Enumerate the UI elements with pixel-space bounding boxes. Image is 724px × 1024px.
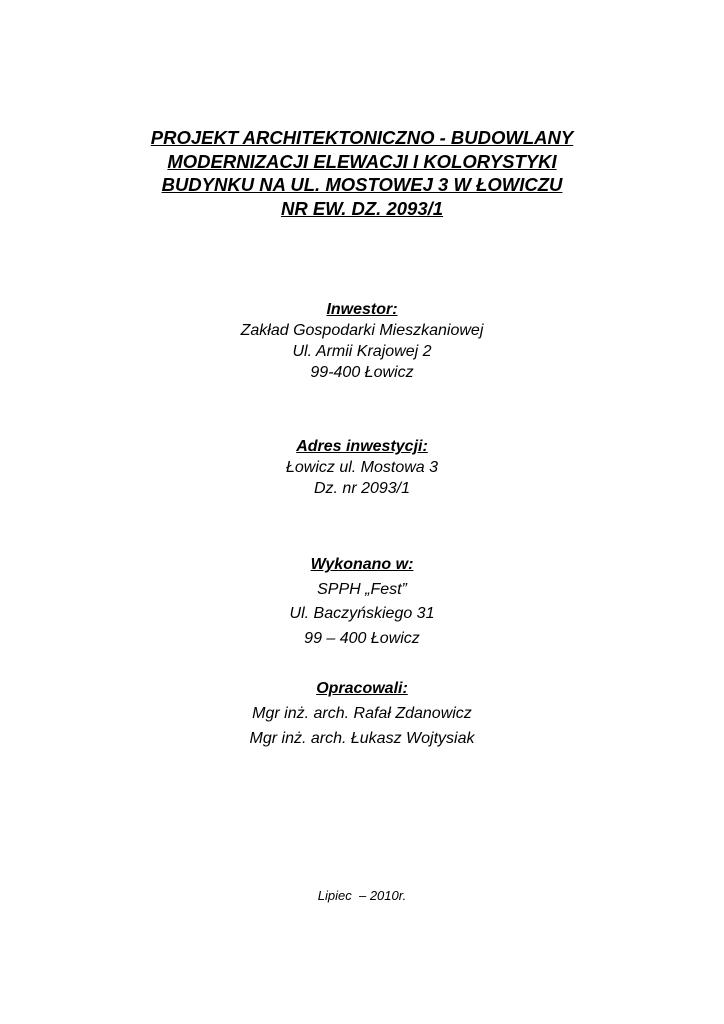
made-by-city: 99 – 400 Łowicz [304, 629, 420, 647]
title-line-1: PROJEKT ARCHITEKTONICZNO - BUDOWLANY [150, 127, 574, 148]
made-by-heading: Wykonano w: [310, 556, 414, 573]
title-line-4: NR EW. DZ. 2093/1 [280, 197, 444, 219]
investment-address-section [0, 436, 724, 499]
investor-street: Ul. Armii Krajowej 2 [292, 343, 432, 360]
investment-address-street: Łowicz ul. Mostowa 3 [285, 459, 439, 476]
investor-city: 99-400 Łowicz [310, 364, 414, 381]
investor-heading: Inwestor: [326, 301, 398, 318]
made-by-street: Ul. Baczyńskiego 31 [289, 605, 435, 622]
project-title [0, 126, 724, 220]
authors-heading: Opracowali: [316, 680, 408, 697]
investment-address-plot: Dz. nr 2093/1 [313, 480, 411, 497]
investor-name: Zakład Gospodarki Mieszkaniowej [240, 322, 484, 339]
investor-section [0, 299, 724, 383]
made-by-company: SPPH „Fest” [317, 580, 407, 598]
made-by-section [0, 553, 724, 651]
author-1: Mgr inż. arch. Rafał Zdanowicz [252, 705, 472, 722]
title-line-3: BUDYNKU NA UL. MOSTOWEJ 3 W ŁOWICZU [161, 174, 563, 195]
investment-address-heading: Adres inwestycji: [296, 438, 428, 455]
authors-section [0, 676, 724, 751]
document-date: Lipiec – 2010r. [317, 888, 407, 903]
title-line-2: MODERNIZACJI ELEWACJI I KOLORYSTYKI [167, 150, 557, 172]
author-2: Mgr inż. arch. Łukasz Wojtysiak [249, 730, 475, 747]
